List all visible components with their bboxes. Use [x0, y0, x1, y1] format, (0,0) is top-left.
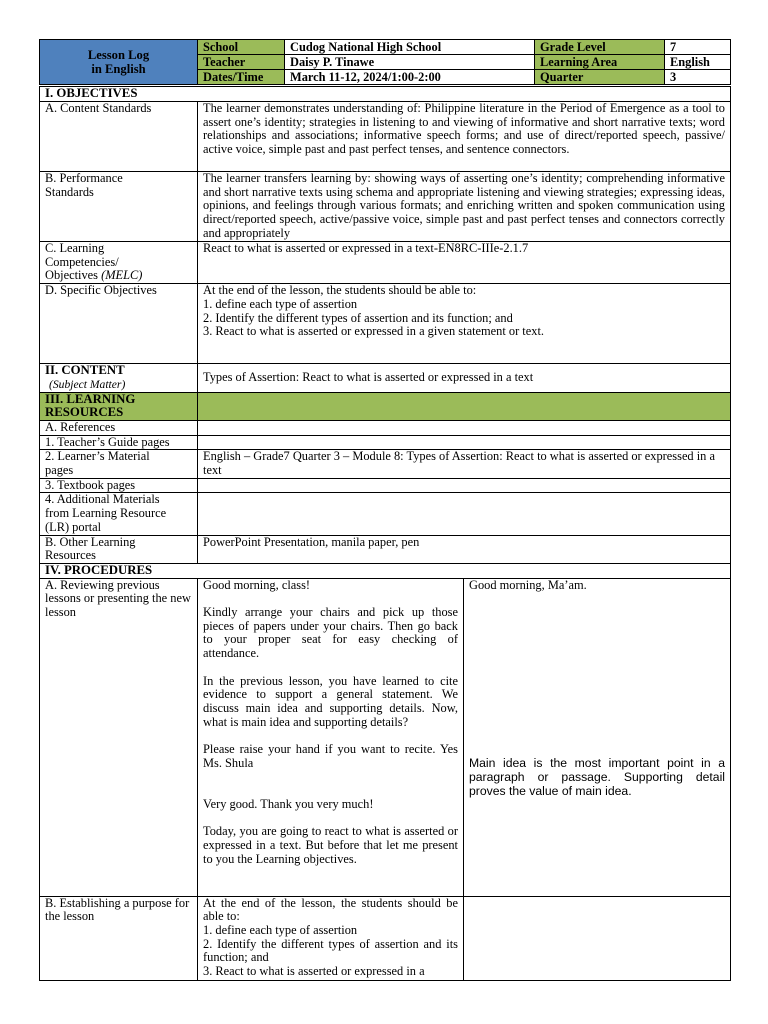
- specific-objective-item: 1. define each type of assertion: [203, 296, 358, 311]
- spacer: [203, 812, 458, 826]
- other-resources-label-line-1: B. Other Learning: [45, 535, 136, 549]
- spacer: [203, 661, 458, 675]
- performance-standards-text: The learner transfers learning by: showing ways of asserting one’s identity; comprehending informative and short narrative texts using schema and appropriate listening and viewing strategies; expressing ideas, opinions, and feelings through various formats; and enriching written and spoken communication using direct/reported speech, active/passive voice, simple past and past perfect tenses and connectors correctly and appropriately: [198, 172, 731, 242]
- learners-material-label-line-1: 2. Learner’s Material: [45, 449, 150, 464]
- objectives-heading: I. OBJECTIVES: [40, 87, 731, 102]
- competency-label-line-3: [45, 269, 192, 283]
- teacher-line: Good morning, class!: [203, 578, 311, 592]
- competency-label-line-2: Competencies/: [45, 254, 119, 269]
- competency-label-melc: (MELC): [101, 268, 143, 283]
- competency-label-objectives: Objectives: [45, 268, 98, 283]
- teacher-value: Daisy P. Tinawe: [285, 55, 535, 70]
- procedure-b-label: B. Establishing a purpose for the lesson: [40, 896, 198, 980]
- grade-level-value: 7: [665, 40, 731, 55]
- additional-materials-label: [40, 493, 198, 535]
- lesson-log-title: [40, 40, 198, 85]
- performance-standards-label: [40, 172, 198, 242]
- dates-value: March 11-12, 2024/1:00-2:00: [285, 70, 535, 85]
- competencies-text: React to what is asserted or expressed in a text-EN8RC-IIIe-2.1.7: [198, 242, 731, 284]
- specific-objectives-intro: At the end of the lesson, the students should be able to:: [203, 283, 477, 298]
- content-subheading: (Subject Matter): [49, 377, 126, 391]
- quarter-value: 3: [665, 70, 731, 85]
- teacher-line: In the previous lesson, you have learned to cite evidence to support a general statement. We discuss main idea and supporting details. Now, what is main idea and supporting details?: [203, 673, 458, 729]
- specific-objectives-label: D. Specific Objectives: [40, 284, 198, 364]
- grade-level-label: Grade Level: [535, 40, 665, 55]
- procedure-b-student: [464, 896, 731, 980]
- quarter-label: Quarter: [535, 70, 665, 85]
- learning-resources-band: [198, 392, 731, 420]
- learners-material-label: [40, 450, 198, 478]
- content-standards-label: A. Content Standards: [40, 102, 198, 172]
- textbook-value: [198, 478, 731, 493]
- student-greeting: Good morning, Ma’am.: [469, 578, 587, 592]
- other-resources-label-line-2: Resources: [45, 548, 96, 563]
- competencies-label: [40, 242, 198, 284]
- teacher-line: Please raise your hand if you want to recite. Yes Ms. Shula: [203, 742, 458, 770]
- content-standards-text: The learner demonstrates understanding of: Philippine literature in the Period of Emergence as a tool to assert one’s identity; strategies in listening to and viewing of informative and short narrative texts; word relationships and associations; informative speech forms; and use of direct/reported speech, passive/ active voice, simple past and past perfect tenses, and sentence connectors.: [198, 102, 731, 172]
- spacer: [203, 784, 458, 798]
- other-resources-label: [40, 535, 198, 563]
- school-value: Cudog National High School: [285, 40, 535, 55]
- procedure-a-student: [464, 578, 731, 896]
- teacher-line: Kindly arrange your chairs and pick up those pieces of papers under your chairs. Then go back to your proper seat for easy checking of attendance.: [203, 605, 458, 661]
- performance-label-line-2: Standards: [45, 184, 94, 199]
- resources-heading-line-2: RESOURCES: [45, 405, 124, 420]
- teacher-line: 1. define each type of assertion: [203, 923, 358, 938]
- teacher-line: At the end of the lesson, the students should be able to:: [203, 896, 458, 924]
- procedure-b-teacher: [198, 896, 464, 980]
- spacer: [203, 770, 458, 784]
- content-heading: II. CONTENT: [45, 363, 125, 378]
- learners-material-text: English – Grade7 Quarter 3 – Module 8: Types of Assertion: React to what is asserted or expressed in a text: [198, 450, 731, 478]
- additional-materials-value: [198, 493, 731, 535]
- other-resources-text: PowerPoint Presentation, manila paper, pen: [198, 535, 731, 563]
- header-table: [39, 39, 731, 85]
- performance-label-line-1: B. Performance: [45, 171, 123, 185]
- specific-objectives-text: [198, 284, 731, 364]
- student-answer: Main idea is the most important point in a paragraph or passage. Supporting detail proves the value of main idea.: [469, 756, 725, 798]
- teacher-line: Today, you are going to react to what is asserted or expressed in a text. But before that let me present to you the Learning objectives.: [203, 824, 458, 866]
- procedure-a-teacher: [198, 578, 464, 896]
- additional-label-line-2: from Learning Resource: [45, 506, 167, 521]
- additional-label-line-1: 4. Additional Materials: [45, 492, 160, 507]
- textbook-label: 3. Textbook pages: [40, 478, 198, 493]
- procedures-heading: IV. PROCEDURES: [40, 563, 731, 578]
- teacher-line: 3. React to what is asserted or expressed in a: [203, 964, 425, 979]
- teachers-guide-value: [198, 435, 731, 450]
- lesson-plan-table: [39, 86, 731, 981]
- specific-objective-item: 2. Identify the different types of assertion and its function; and: [203, 310, 513, 325]
- teachers-guide-label: 1. Teacher’s Guide pages: [40, 435, 198, 450]
- dates-label: Dates/Time: [198, 70, 285, 85]
- teacher-line: Very good. Thank you very much!: [203, 796, 374, 811]
- teacher-label: Teacher: [198, 55, 285, 70]
- references-value: [198, 420, 731, 435]
- content-text: Types of Assertion: React to what is asserted or expressed in a text: [198, 364, 731, 392]
- references-label: A. References: [40, 420, 198, 435]
- competency-label-line-1: C. Learning: [45, 241, 105, 255]
- title-line-1: Lesson Log: [87, 48, 150, 62]
- spacer: [203, 592, 458, 606]
- title-line-2: in English: [91, 62, 146, 76]
- teacher-line: 2. Identify the different types of assertion and its function; and: [203, 936, 458, 965]
- learning-resources-heading: [40, 392, 198, 420]
- learning-area-value: English: [665, 55, 731, 70]
- learning-area-label: Learning Area: [535, 55, 665, 70]
- procedure-a-label: A. Reviewing previous lessons or presenting the new lesson: [40, 578, 198, 896]
- specific-objective-item: 3. React to what is asserted or expressed in a given statement or text.: [203, 324, 544, 339]
- spacer: [203, 729, 458, 743]
- additional-label-line-3: (LR) portal: [45, 519, 102, 534]
- learners-material-label-line-2: pages: [45, 463, 74, 478]
- resources-heading-line-1: III. LEARNING: [45, 392, 136, 406]
- school-label: School: [198, 40, 285, 55]
- content-heading-cell: [40, 364, 198, 392]
